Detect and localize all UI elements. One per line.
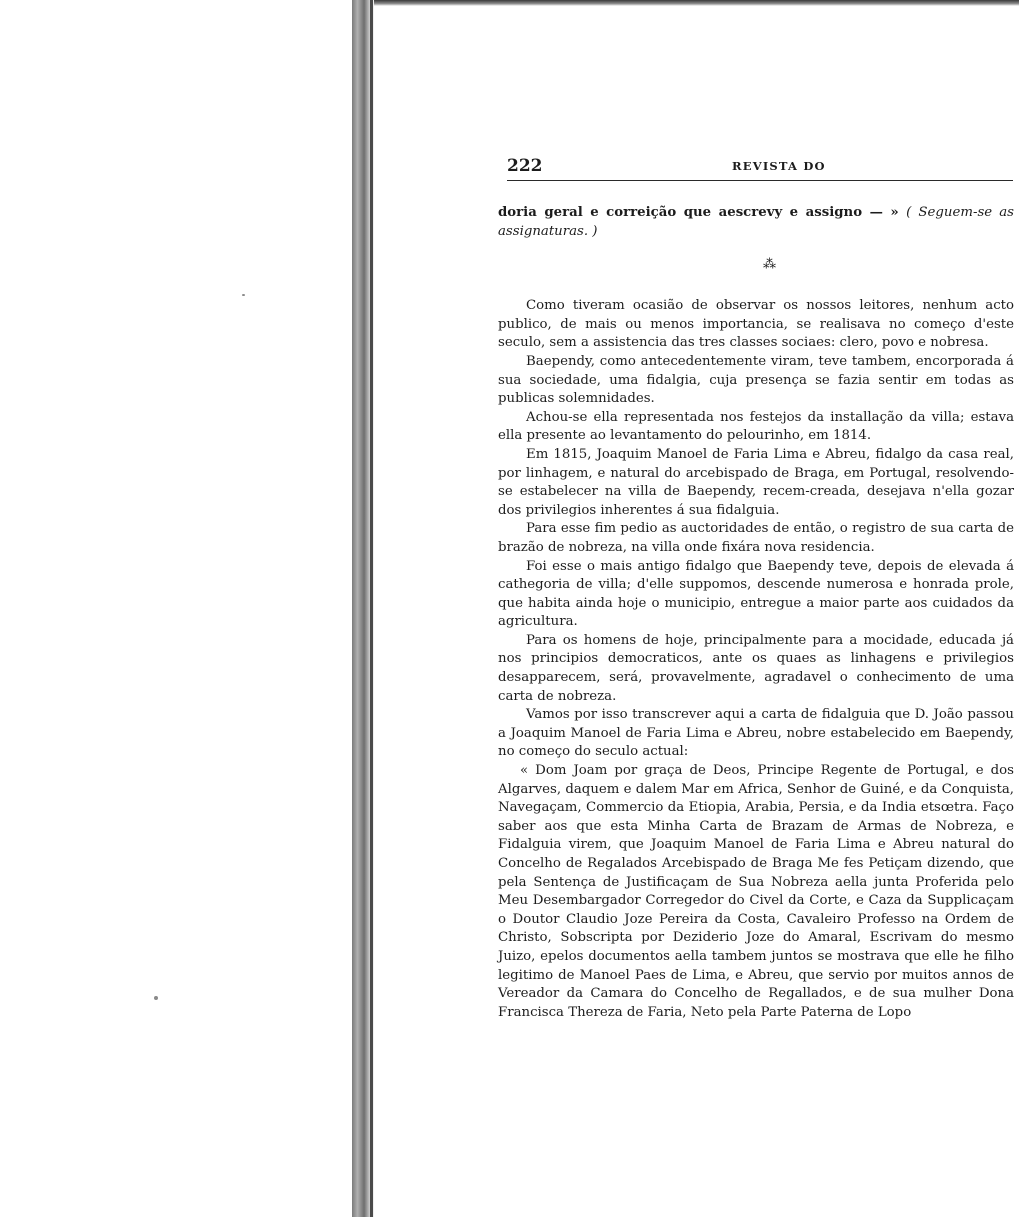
paragraph-joaquim: Em 1815, Joaquim Manoel de Faria Lima e Abreu, fidalgo da casa real, por linhagem, e natural do arcebispado de Braga, em Portugal, resolvendo-se estabelecer na villa de Baependy, recem-creada, desejava n'ella gozar dos privilegios inherentes á sua fidalguia. xyxy=(498,446,1014,518)
signatures-note: ( Seguem-se as assignaturas. ) xyxy=(498,205,1014,239)
paragraph-prole: Foi esse o mais antigo fidalgo que Baependy teve, depois de elevada á cathegoria de villa; d'elle suppomos, descende numerosa e honrada prole, que habita ainda hoje o municipio, entregue a maior parte aos cuidados da agricultura. xyxy=(498,558,1014,630)
header-rule xyxy=(507,180,1013,181)
paragraph-mocidade: Para os homens de hoje, principalmente para a mocidade, educada já nos principios democraticos, ante os quaes as linhagens e privilegios desapparecem, será, provavelmente, agradavel o conhecimento de uma carta de nobreza. xyxy=(498,632,1014,704)
page-number: 222 xyxy=(507,156,543,176)
paragraph-registro: Para esse fim pedio as auctoridades de então, o registro de sua carta de brazão de nobreza, na villa onde fixára nova residencia. xyxy=(498,521,1014,555)
running-header xyxy=(507,156,1013,184)
scan-speck xyxy=(242,294,245,296)
paragraph-transcrever: Vamos por isso transcrever aqui a carta de fidalguia que D. João passou a Joaquim Manoel de Faria Lima e Abreu, nobre estabelecido em Baependy, no começo do seculo actual: xyxy=(498,707,1014,760)
book-gutter-line xyxy=(370,0,373,1217)
running-title: REVISTA DO xyxy=(732,159,826,173)
carta-de-fidalguia-quote: « Dom Joam por graça de Deos, Principe Regente de Portugal, e dos Algarves, daquem e dalem Mar em Africa, Senhor de Guiné, e da Conquista, Navegaçam, Commercio da Etiopia, Arabia, Persia, e da India etsœtra. Faço saber aos que esta Minha Carta de Brazam de Armas de Nobreza, e Fidalguia virem, que Joaquim Manoel de Faria Lima e Abreu natural do Concelho de Regalados Arcebispado de Braga Me fes Petiçam dizendo, que pela Sentença de Justificaçam de Sua Nobreza aella junta Proferida pelo Meu Desembargador Corregedor do Civel da Corte, e Caza da Supplicaçam o Doutor Claudio Joze Pereira da Costa, Cavaleiro Professo na Ordem de Christo, Sobscripta por Deziderio Joze do Amaral, Escrivam do mesmo Juizo, epelos documentos aella tambem juntos se mostrava que elle he filho legitimo de Manoel Paes de Lima, e Abreu, que servio por muitos annos de Vereador da Camara do Concelho de Regallados, e de sua mulher Dona Francisca Thereza de Faria, Neto pela Parte Paterna de Lopo xyxy=(498,763,1014,1020)
scan-speck xyxy=(154,996,158,1000)
page-top-edge xyxy=(352,0,1019,6)
page-body xyxy=(498,204,1014,1022)
opening-line xyxy=(498,204,1014,241)
paragraph-festejos: Achou-se ella representada nos festejos da installação da villa; estava ella presente ao levantamento do pelourinho, em 1814. xyxy=(498,409,1014,444)
asterism: ⁂ xyxy=(763,257,779,273)
opening-text: doria geral e correição que aescrevy e assigno — » xyxy=(498,205,899,220)
paragraph-classes: Como tiveram ocasião de observar os nossos leitores, nenhum acto publico, de mais ou menos importancia, se realisava no começo d'este seculo, sem a assistencia das tres classes sociaes: clero, povo e nobresa. xyxy=(498,298,1014,351)
paragraph-fidalgia: Baependy, como antecedentemente viram, teve tambem, encorporada á sua sociedade, uma fidalgia, cuja presença se fazia sentir em todas as publicas solemnidades. xyxy=(498,353,1014,407)
